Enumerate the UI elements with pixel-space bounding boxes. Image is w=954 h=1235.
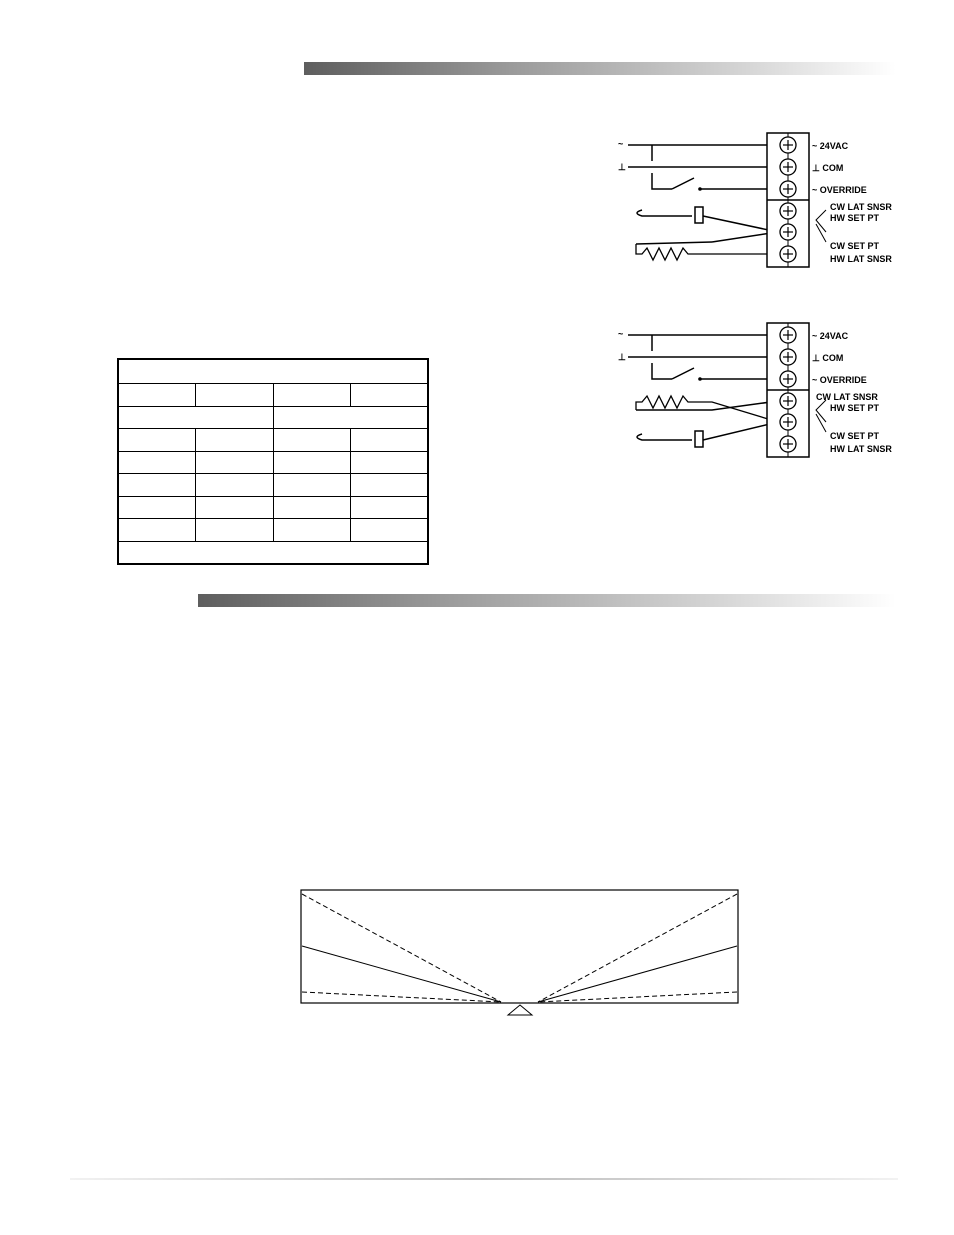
label-com: ⊥ COM [812,163,844,173]
label-24vac: ~ 24VAC [812,141,849,151]
data-table [117,358,429,565]
table-cell [196,496,274,518]
label-hw-set-pt: HW SET PT [830,213,879,223]
section-header-bar-middle [198,594,896,607]
label-override: ~ OVERRIDE [812,185,867,195]
table-cell [118,384,196,406]
table-cell [118,359,428,384]
label-cw-set-pt: CW SET PT [830,431,879,441]
table-cell [273,429,351,451]
table-cell [118,541,428,564]
label-hw-set-pt: HW SET PT [830,403,879,413]
table-row [118,474,428,496]
table-cell [118,519,196,541]
wiring-diagram-a [612,128,912,273]
table-cell [118,406,273,428]
label-24vac: ~ 24VAC [812,331,849,341]
table-cell [273,406,428,428]
ac-symbol: ~ [618,329,624,339]
table-cell [351,496,429,518]
label-hw-lat-snsr: HW LAT SNSR [830,444,892,454]
table-cell [351,429,429,451]
label-com: ⊥ COM [812,353,844,363]
ground-symbol: ⊥ [618,352,626,362]
table-cell [273,384,351,406]
ground-symbol: ⊥ [618,162,626,172]
label-cw-set-pt: CW SET PT [830,241,879,251]
table-cell [351,519,429,541]
table-cell [196,474,274,496]
label-override: ~ OVERRIDE [812,375,867,385]
table-cell [196,451,274,473]
label-cw-lat-snsr: CW LAT SNSR [830,202,892,212]
table-title-row [118,359,428,384]
footer-rule [70,1178,898,1180]
sensor-coverage-diagram [300,888,742,1018]
table-cell [118,496,196,518]
table-row [118,451,428,473]
label-cw-lat-snsr: CW LAT SNSR [816,392,878,402]
table-cell [273,451,351,473]
table-cell [273,474,351,496]
table-cell [351,451,429,473]
label-hw-lat-snsr: HW LAT SNSR [830,254,892,264]
table-row [118,496,428,518]
section-header-bar-top [304,62,896,75]
table-cell [118,429,196,451]
table-cell [273,519,351,541]
table-cell [351,384,429,406]
table-row [118,429,428,451]
table-header-row [118,384,428,406]
pivot-triangle-icon [508,1005,532,1015]
ac-symbol: ~ [618,139,624,149]
table-row [118,519,428,541]
table-footer-row [118,541,428,564]
table-group-row [118,406,428,428]
table-cell [196,384,274,406]
table-cell [118,474,196,496]
table-cell [273,496,351,518]
table-cell [196,429,274,451]
table-cell [351,474,429,496]
table-cell [118,451,196,473]
table-cell [196,519,274,541]
wiring-diagram-b [612,318,912,463]
